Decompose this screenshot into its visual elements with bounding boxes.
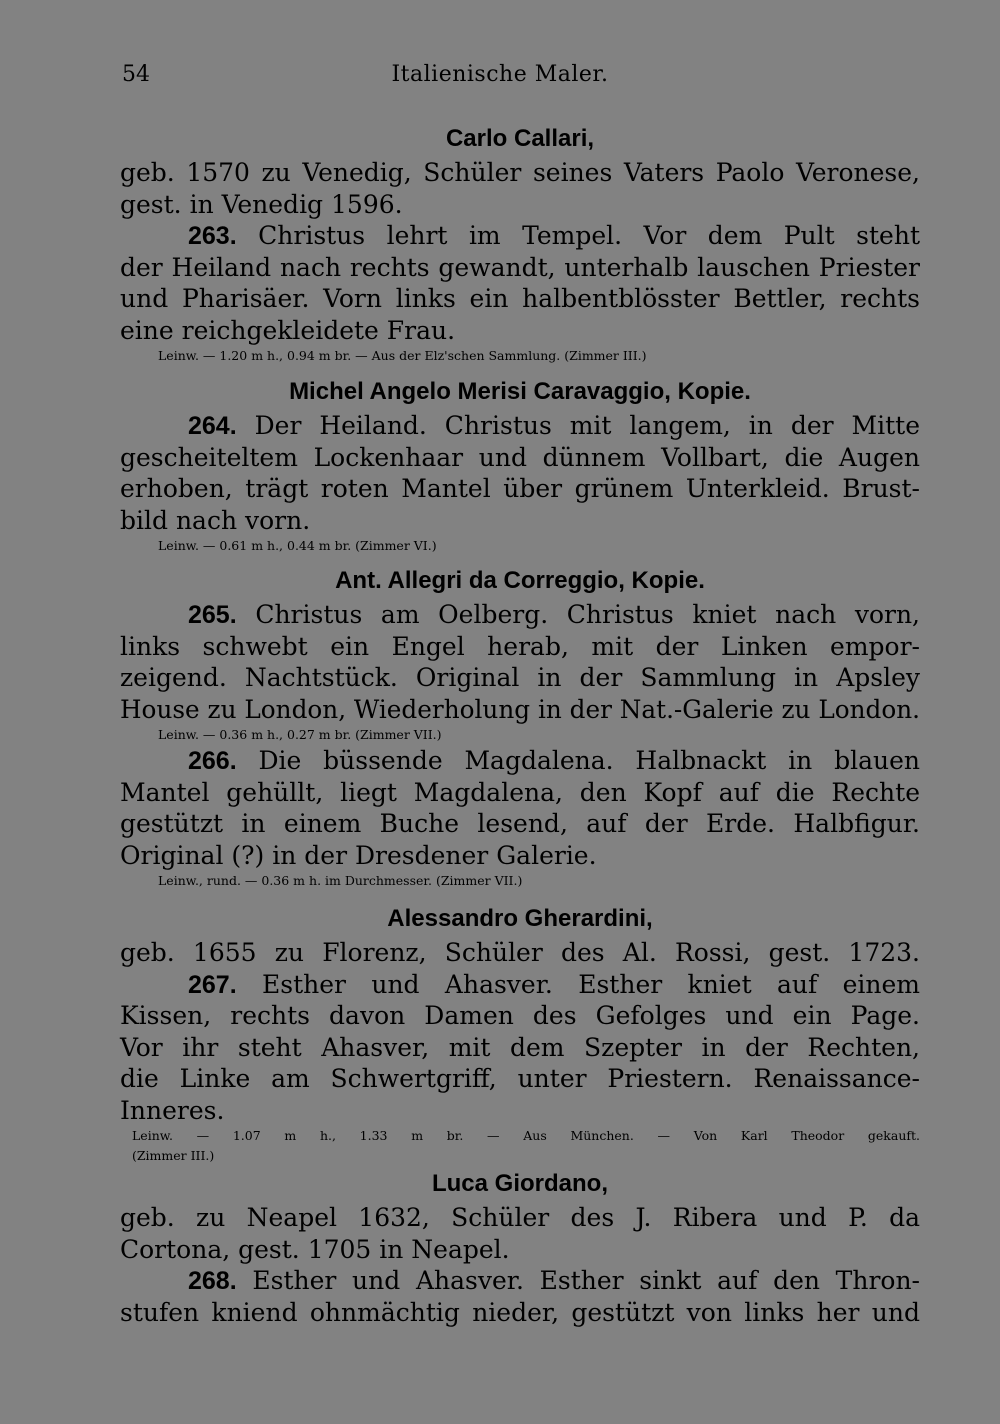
section-luca-giordano [120,1166,920,1328]
section-gherardini [120,901,920,1166]
artist-heading: Michel Angelo Merisi Caravaggio, Kopie. [289,378,751,405]
entry-line: bild nach vorn. [120,505,311,535]
entry-first-line [120,599,920,631]
entry-text: Christus am Oelberg. Christus kniet nach vorn, [255,600,920,629]
entry-line: Original (?) in der Dresdener Galerie. [120,840,597,870]
entry-text: Der Heiland. Christus mit langem, in der Mitte [254,411,920,440]
entry-number: 266. [188,747,237,775]
entry-first-line [120,1265,920,1297]
entry-line: zeigend. Nachtstück. Original in der Sammlung in Apsley [120,663,920,692]
entry-text: Christus lehrt im Tempel. Vor dem Pult steht [258,221,920,250]
bio-line: gest. in Venedig 1596. [120,189,403,219]
entry-line: Mantel gehüllt, liegt Magdalena, den Kopf auf die Rechte [120,777,920,807]
entry-line: eine reichgekleidete Frau. [120,315,456,345]
bio-line: geb. zu Neapel 1632, Schüler des J. Ribera und P. da [120,1203,920,1232]
entry-line: erhoben, trägt roten Mantel über grünem Unterkleid. Brust- [120,474,920,503]
bio-line: geb. 1655 zu Florenz, Schüler des Al. Rossi, gest. 1723. [120,938,920,967]
artist-heading: Alessandro Gherardini, [387,905,653,932]
entry-number: 263. [188,222,237,250]
section-carlo-callari [120,121,920,366]
entry-first-line [120,745,920,777]
entry-line: Vor ihr steht Ahasver, mit dem Szepter in der Rechten, [120,1032,920,1062]
entry-line: links schwebt ein Engel herab, mit der Linken empor- [120,631,920,661]
entry-meta: Leinw. — 0.61 m h., 0.44 m br. (Zimmer VI.) [158,538,437,553]
entry-number: 268. [188,1267,237,1295]
entry-number: 265. [188,601,237,629]
bio-line: Cortona, gest. 1705 in Neapel. [120,1234,510,1264]
bio-line: geb. 1570 zu Venedig, Schüler seines Vaters Paolo Veronese, [120,158,920,187]
entry-first-line [120,220,920,252]
entry-meta: (Zimmer III.) [132,1148,215,1163]
entry-number: 267. [188,970,237,999]
entry-line: die Linke am Schwertgriff, unter Priestern. Renaissance- [120,1064,920,1093]
entry-number: 264. [188,412,237,440]
entry-text: Esther und Ahasver. Esther kniet auf einem [262,969,920,999]
entry-line: Kissen, rechts davon Damen des Gefolges und ein Page. [120,1001,920,1030]
entry-text: Esther und Ahasver. Esther sinkt auf den Thron- [252,1266,920,1295]
entry-line: House zu London, Wiederholung in der Nat.-Galerie zu London. [120,694,921,724]
artist-heading: Ant. Allegri da Correggio, Kopie. [335,567,705,594]
page-number: 54 [122,62,150,87]
entry-line: der Heiland nach rechts gewandt, unterhalb lauschen Priester [120,252,920,282]
entry-line: gescheiteltem Lockenhaar und dünnem Vollbart, die Augen [120,442,920,472]
entry-line: Inneres. [120,1095,225,1125]
entry-line: stufen kniend ohnmächtig nieder, gestützt von links her und [120,1297,920,1327]
entry-text: Die büssende Magdalena. Halbnackt in blauen [258,746,920,775]
section-caravaggio [120,374,920,556]
entry-meta: Leinw. — 1.07 m h., 1.33 m br. — Aus München. — Von Karl Theodor gekauft. [132,1128,920,1143]
running-title: Italienische Maler. [391,62,609,87]
entry-first-line [120,410,920,442]
artist-heading: Luca Giordano, [431,1170,608,1197]
entry-first-line [120,969,920,1001]
entry-line: und Pharisäer. Vorn links ein halbentblösster Bettler, rechts [120,284,920,313]
section-correggio [120,563,920,891]
entry-meta: Leinw., rund. — 0.36 m h. im Durchmesser. (Zimmer VII.) [158,873,523,888]
entry-meta: Leinw. — 1.20 m h., 0.94 m br. — Aus der Elz'schen Sammlung. (Zimmer III.) [158,348,647,363]
artist-heading: Carlo Callari, [445,125,595,152]
entry-meta: Leinw. — 0.36 m h., 0.27 m br. (Zimmer VII.) [158,727,442,742]
entry-line: gestützt in einem Buche lesend, auf der Erde. Halbfigur. [120,809,920,838]
